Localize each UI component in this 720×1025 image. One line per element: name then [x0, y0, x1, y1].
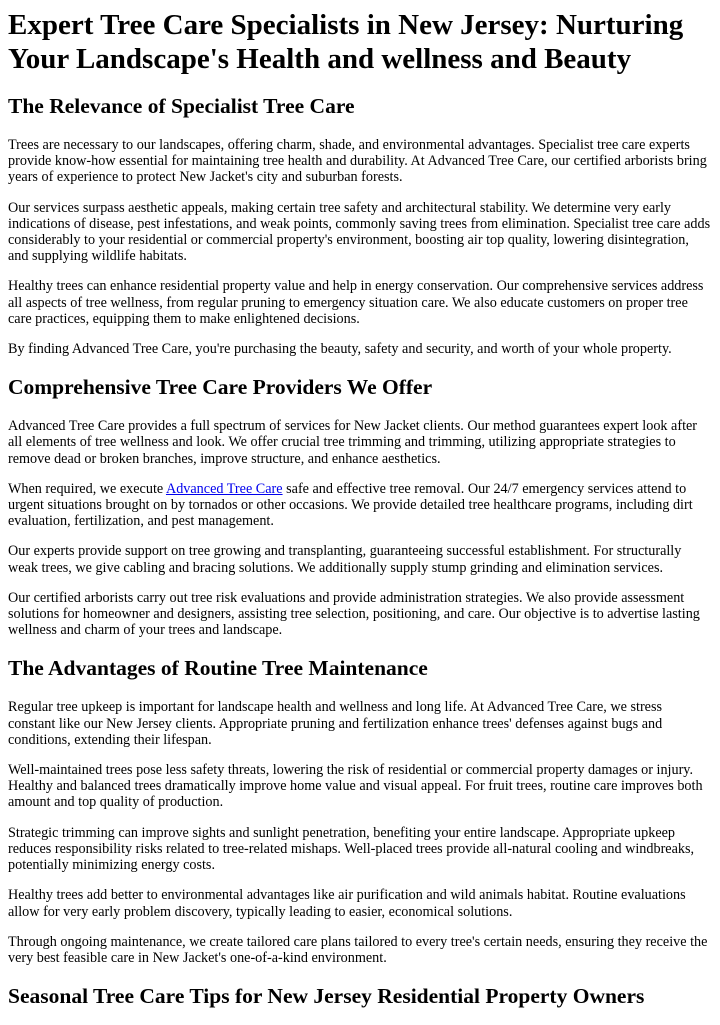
paragraph: By finding Advanced Tree Care, you're purchasing the beauty, safety and security, and worth of your whole property.	[8, 341, 672, 358]
advanced-tree-care-link[interactable]: Advanced Tree Care	[165, 480, 283, 497]
section-heading-seasonal: Seasonal Tree Care Tips for New Jersey Residential Property Owners	[8, 984, 645, 1009]
paragraph: Our services surpass aesthetic appeals, making certain tree safety and architectural stability. We determine very early indications of disease, pest infestations, and weak points, commonly saving trees from elimination. Specialist tree care adds considerably to your residential or commercial property's environment, boosting air top quality, lowering disintegration, and supplying wildlife habitats.	[8, 199, 711, 265]
paragraph: Advanced Tree Care provides a full spectrum of services for New Jacket clients. Our method guarantees expert look after all elements of tree wellness and look. We offer crucial tree trimming and trimming, utilizing appropriate strategies to remove dead or broken branches, improve structure, and enhance aesthetics.	[8, 418, 698, 467]
paragraph: Healthy trees can enhance residential property value and help in energy conservation. Our comprehensive services address all aspects of tree wellness, from regular pruning to emergency situation care. We also educate customers on proper tree care practices, equipping them to make enlightened decisions.	[8, 278, 704, 327]
paragraph: Healthy trees add better to environmental advantages like air purification and wild animals habitat. Routine evaluations allow for very early problem discovery, typically leading to easier, economical solutions.	[8, 887, 686, 920]
section-heading-services: Comprehensive Tree Care Providers We Offer	[8, 375, 433, 400]
paragraph: Regular tree upkeep is important for landscape health and wellness and long life. At Advanced Tree Care, we stress constant like our New Jersey clients. Appropriate pruning and fertilization enhance trees' defenses against bugs and conditions, extending their lifespan.	[8, 699, 663, 748]
paragraph: Our certified arborists carry out tree risk evaluations and provide administration strategies. We also provide assessment solutions for homeowner and designers, assisting tree selection, positioning, and care. Our objective is to advertise lasting wellness and charm of your trees and landscape.	[8, 589, 700, 639]
paragraph-text: safe and effective tree removal. Our 24/7 emergency services attend to urgent situations brought on by tornados or other occasions. We provide detailed tree healthcare programs, including dirt evaluation, fertilization, and pest management.	[8, 480, 693, 530]
paragraph: Strategic trimming can improve sights and sunlight penetration, benefiting your entire landscape. Appropriate upkeep reduces responsibility risks related to tree-related mishaps. Well-placed trees provide all-natural cooling and windbreaks, potentially minimizing energy costs.	[8, 824, 695, 874]
page-title: Expert Tree Care Specialists in New Jersey: Nurturing Your Landscape's Health and wellness and Beauty	[8, 9, 684, 75]
section-heading-advantages: The Advantages of Routine Tree Maintenance	[8, 656, 428, 681]
section-heading-relevance: The Relevance of Specialist Tree Care	[8, 94, 355, 118]
paragraph: Trees are necessary to our landscapes, offering charm, shade, and environmental advantages. Specialist tree care experts provide know-how essential for maintaining tree health and durability. At Advanced Tree Care, our certified arborists bring years of experience to protect New Jacket's city and suburban forests.	[8, 137, 707, 186]
article	[0, 8, 720, 1009]
paragraph: Well-maintained trees pose less safety threats, lowering the risk of residential or commercial property damages or injury. Healthy and balanced trees dramatically improve home value and visual appeal. For fruit trees, routine care improves both amount and top quality of production.	[8, 762, 703, 811]
paragraph-text: When required, we execute	[8, 480, 166, 497]
paragraph: Through ongoing maintenance, we create tailored care plans tailored to every tree's certain needs, ensuring they receive the very best feasible care in New Jacket's one-of-a-kind environment.	[8, 933, 708, 966]
paragraph-with-link	[8, 481, 712, 530]
paragraph: Our experts provide support on tree growing and transplanting, guaranteeing successful establishment. For structurally weak trees, we give cabling and bracing solutions. We additionally supply stump grinding and elimination services.	[8, 543, 682, 576]
